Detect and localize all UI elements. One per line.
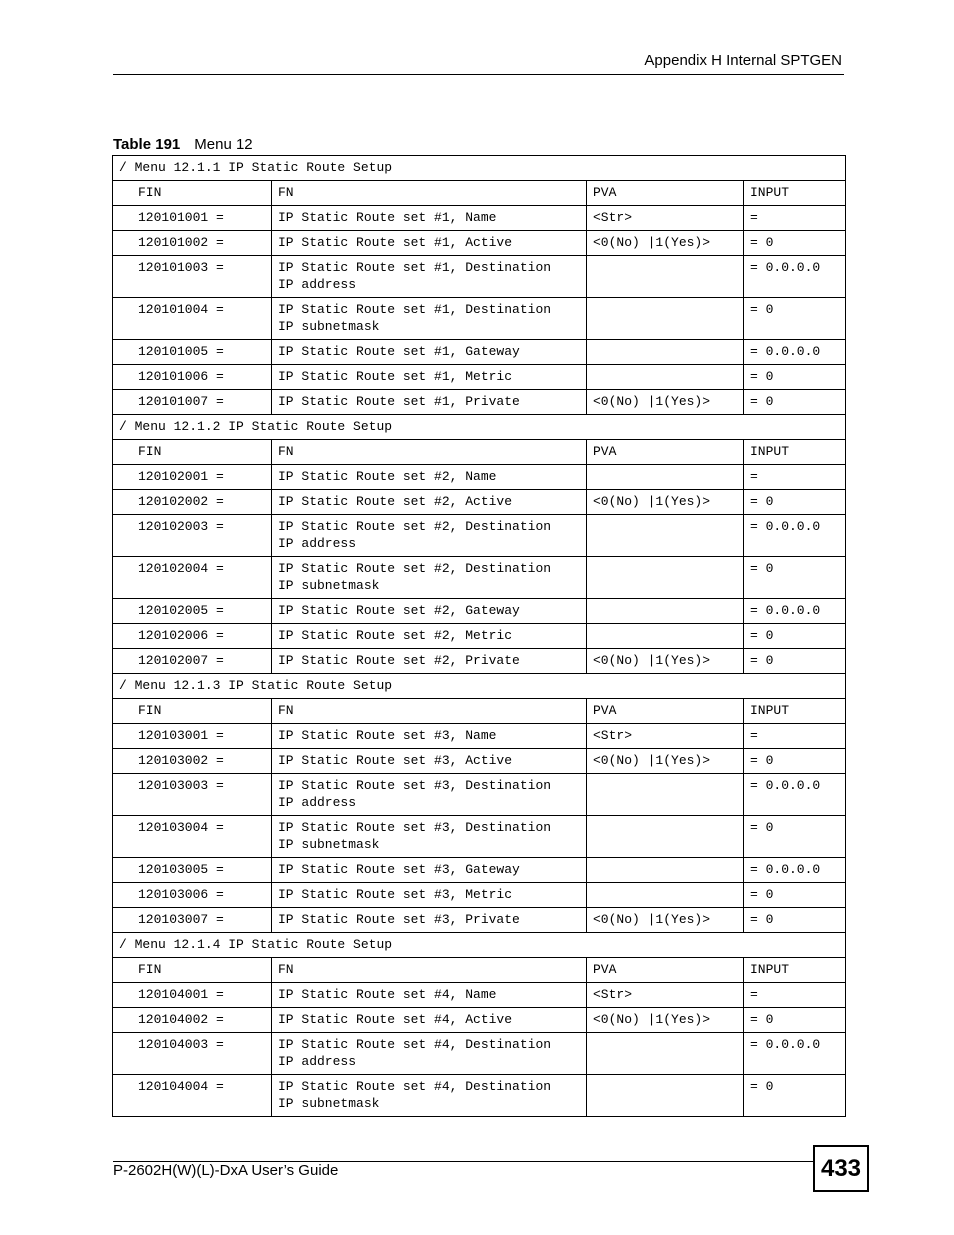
cell-input: = 0.0.0.0 bbox=[744, 1033, 846, 1075]
table-row bbox=[113, 649, 846, 674]
table-row bbox=[113, 816, 846, 858]
cell-fin: 120102006 = bbox=[113, 624, 272, 649]
column-header-row bbox=[113, 699, 846, 724]
section-title: / Menu 12.1.3 IP Static Route Setup bbox=[113, 674, 846, 699]
cell-input: = bbox=[744, 983, 846, 1008]
section-header-row bbox=[113, 156, 846, 181]
cell-fn: IP Static Route set #4, Destination IP subnetmask bbox=[272, 1075, 587, 1117]
cell-fin: 120103005 = bbox=[113, 858, 272, 883]
table-row bbox=[113, 231, 846, 256]
table-row bbox=[113, 749, 846, 774]
cell-input: = 0.0.0.0 bbox=[744, 599, 846, 624]
cell-pva bbox=[587, 340, 744, 365]
cell-fn: IP Static Route set #4, Destination IP address bbox=[272, 1033, 587, 1075]
cell-pva bbox=[587, 774, 744, 816]
cell-fin: 120101007 = bbox=[113, 390, 272, 415]
table-row bbox=[113, 390, 846, 415]
cell-pva bbox=[587, 858, 744, 883]
table-row bbox=[113, 908, 846, 933]
column-header-row bbox=[113, 181, 846, 206]
cell-fn: IP Static Route set #1, Destination IP address bbox=[272, 256, 587, 298]
cell-pva: <Str> bbox=[587, 724, 744, 749]
table-row bbox=[113, 858, 846, 883]
cell-input: = bbox=[744, 724, 846, 749]
column-header-fin: FIN bbox=[113, 699, 272, 724]
cell-pva bbox=[587, 883, 744, 908]
section-title: / Menu 12.1.2 IP Static Route Setup bbox=[113, 415, 846, 440]
table-row bbox=[113, 883, 846, 908]
cell-input: = 0 bbox=[744, 816, 846, 858]
cell-pva: <Str> bbox=[587, 206, 744, 231]
cell-fn: IP Static Route set #3, Private bbox=[272, 908, 587, 933]
column-header-pva: PVA bbox=[587, 181, 744, 206]
cell-input: = 0.0.0.0 bbox=[744, 256, 846, 298]
cell-fn: IP Static Route set #3, Destination IP subnetmask bbox=[272, 816, 587, 858]
table-caption-title: Menu 12 bbox=[194, 136, 253, 153]
column-header-pva: PVA bbox=[587, 440, 744, 465]
cell-input: = 0 bbox=[744, 624, 846, 649]
cell-pva: <0(No) |1(Yes)> bbox=[587, 490, 744, 515]
cell-fin: 120102002 = bbox=[113, 490, 272, 515]
cell-fn: IP Static Route set #3, Gateway bbox=[272, 858, 587, 883]
table-row bbox=[113, 557, 846, 599]
cell-input: = 0 bbox=[744, 557, 846, 599]
table-row bbox=[113, 624, 846, 649]
cell-input: = 0.0.0.0 bbox=[744, 340, 846, 365]
cell-fn: IP Static Route set #1, Metric bbox=[272, 365, 587, 390]
cell-pva bbox=[587, 298, 744, 340]
cell-fn: IP Static Route set #2, Private bbox=[272, 649, 587, 674]
column-header-fin: FIN bbox=[113, 440, 272, 465]
cell-fin: 120104001 = bbox=[113, 983, 272, 1008]
cell-fin: 120102005 = bbox=[113, 599, 272, 624]
column-header-input: INPUT bbox=[744, 181, 846, 206]
cell-pva: <Str> bbox=[587, 983, 744, 1008]
cell-fn: IP Static Route set #1, Private bbox=[272, 390, 587, 415]
cell-fn: IP Static Route set #3, Metric bbox=[272, 883, 587, 908]
cell-fn: IP Static Route set #1, Destination IP subnetmask bbox=[272, 298, 587, 340]
table-row bbox=[113, 774, 846, 816]
table-row bbox=[113, 599, 846, 624]
column-header-pva: PVA bbox=[587, 958, 744, 983]
section-title: / Menu 12.1.1 IP Static Route Setup bbox=[113, 156, 846, 181]
menu-table bbox=[112, 155, 846, 1117]
cell-fin: 120104002 = bbox=[113, 1008, 272, 1033]
cell-pva: <0(No) |1(Yes)> bbox=[587, 1008, 744, 1033]
table-row bbox=[113, 365, 846, 390]
cell-fn: IP Static Route set #2, Destination IP address bbox=[272, 515, 587, 557]
table-row bbox=[113, 1033, 846, 1075]
cell-fn: IP Static Route set #1, Active bbox=[272, 231, 587, 256]
cell-input: = 0.0.0.0 bbox=[744, 774, 846, 816]
cell-input: = 0 bbox=[744, 490, 846, 515]
cell-pva bbox=[587, 365, 744, 390]
cell-pva bbox=[587, 557, 744, 599]
running-header: Appendix H Internal SPTGEN bbox=[644, 52, 842, 69]
cell-pva bbox=[587, 599, 744, 624]
cell-fn: IP Static Route set #1, Name bbox=[272, 206, 587, 231]
column-header-fin: FIN bbox=[113, 181, 272, 206]
table-row bbox=[113, 1008, 846, 1033]
header-divider bbox=[113, 74, 844, 75]
cell-input: = bbox=[744, 465, 846, 490]
cell-input: = 0 bbox=[744, 390, 846, 415]
cell-input: = 0 bbox=[744, 1075, 846, 1117]
cell-fin: 120104004 = bbox=[113, 1075, 272, 1117]
menu-table-body bbox=[113, 156, 846, 1117]
column-header-input: INPUT bbox=[744, 958, 846, 983]
cell-fn: IP Static Route set #4, Name bbox=[272, 983, 587, 1008]
cell-fin: 120103004 = bbox=[113, 816, 272, 858]
cell-fn: IP Static Route set #2, Active bbox=[272, 490, 587, 515]
cell-pva bbox=[587, 515, 744, 557]
cell-pva bbox=[587, 465, 744, 490]
cell-fin: 120102001 = bbox=[113, 465, 272, 490]
column-header-fn: FN bbox=[272, 958, 587, 983]
cell-pva bbox=[587, 1075, 744, 1117]
cell-pva bbox=[587, 256, 744, 298]
cell-fin: 120101001 = bbox=[113, 206, 272, 231]
section-header-row bbox=[113, 933, 846, 958]
section-header-row bbox=[113, 674, 846, 699]
cell-fn: IP Static Route set #1, Gateway bbox=[272, 340, 587, 365]
cell-fin: 120101004 = bbox=[113, 298, 272, 340]
table-caption-label: Table 191 bbox=[113, 136, 181, 153]
cell-input: = 0 bbox=[744, 365, 846, 390]
cell-input: = 0 bbox=[744, 749, 846, 774]
cell-input: = 0 bbox=[744, 1008, 846, 1033]
cell-fin: 120103001 = bbox=[113, 724, 272, 749]
guide-title: P-2602H(W)(L)-DxA User’s Guide bbox=[113, 1162, 339, 1179]
section-title: / Menu 12.1.4 IP Static Route Setup bbox=[113, 933, 846, 958]
column-header-fn: FN bbox=[272, 699, 587, 724]
cell-input: = 0 bbox=[744, 231, 846, 256]
table-row bbox=[113, 724, 846, 749]
cell-fin: 120101005 = bbox=[113, 340, 272, 365]
table-row bbox=[113, 206, 846, 231]
cell-fin: 120102003 = bbox=[113, 515, 272, 557]
column-header-pva: PVA bbox=[587, 699, 744, 724]
cell-pva: <0(No) |1(Yes)> bbox=[587, 649, 744, 674]
table-row bbox=[113, 256, 846, 298]
table-row bbox=[113, 465, 846, 490]
cell-input: = 0.0.0.0 bbox=[744, 515, 846, 557]
cell-pva: <0(No) |1(Yes)> bbox=[587, 231, 744, 256]
cell-pva: <0(No) |1(Yes)> bbox=[587, 390, 744, 415]
cell-fin: 120101006 = bbox=[113, 365, 272, 390]
cell-fn: IP Static Route set #3, Name bbox=[272, 724, 587, 749]
cell-fn: IP Static Route set #2, Destination IP subnetmask bbox=[272, 557, 587, 599]
page-number: 433 bbox=[813, 1145, 869, 1192]
column-header-input: INPUT bbox=[744, 440, 846, 465]
cell-pva bbox=[587, 1033, 744, 1075]
cell-fin: 120101003 = bbox=[113, 256, 272, 298]
cell-fin: 120101002 = bbox=[113, 231, 272, 256]
table-caption bbox=[113, 136, 253, 153]
cell-input: = 0 bbox=[744, 649, 846, 674]
cell-fn: IP Static Route set #2, Name bbox=[272, 465, 587, 490]
table-row bbox=[113, 340, 846, 365]
cell-fin: 120103007 = bbox=[113, 908, 272, 933]
table-row bbox=[113, 298, 846, 340]
table-row bbox=[113, 490, 846, 515]
cell-input: = 0 bbox=[744, 298, 846, 340]
table-row bbox=[113, 515, 846, 557]
cell-fin: 120103002 = bbox=[113, 749, 272, 774]
cell-fin: 120103006 = bbox=[113, 883, 272, 908]
cell-input: = 0 bbox=[744, 883, 846, 908]
cell-fn: IP Static Route set #2, Metric bbox=[272, 624, 587, 649]
column-header-row bbox=[113, 440, 846, 465]
cell-input: = 0 bbox=[744, 908, 846, 933]
cell-fin: 120104003 = bbox=[113, 1033, 272, 1075]
column-header-fn: FN bbox=[272, 181, 587, 206]
column-header-fn: FN bbox=[272, 440, 587, 465]
table-row bbox=[113, 1075, 846, 1117]
column-header-input: INPUT bbox=[744, 699, 846, 724]
cell-fn: IP Static Route set #3, Destination IP address bbox=[272, 774, 587, 816]
cell-fin: 120103003 = bbox=[113, 774, 272, 816]
cell-pva: <0(No) |1(Yes)> bbox=[587, 749, 744, 774]
cell-fn: IP Static Route set #4, Active bbox=[272, 1008, 587, 1033]
column-header-fin: FIN bbox=[113, 958, 272, 983]
cell-input: = 0.0.0.0 bbox=[744, 858, 846, 883]
cell-input: = bbox=[744, 206, 846, 231]
cell-fin: 120102007 = bbox=[113, 649, 272, 674]
cell-pva bbox=[587, 816, 744, 858]
cell-fn: IP Static Route set #3, Active bbox=[272, 749, 587, 774]
cell-pva: <0(No) |1(Yes)> bbox=[587, 908, 744, 933]
table-row bbox=[113, 983, 846, 1008]
column-header-row bbox=[113, 958, 846, 983]
cell-fin: 120102004 = bbox=[113, 557, 272, 599]
cell-fn: IP Static Route set #2, Gateway bbox=[272, 599, 587, 624]
cell-pva bbox=[587, 624, 744, 649]
section-header-row bbox=[113, 415, 846, 440]
